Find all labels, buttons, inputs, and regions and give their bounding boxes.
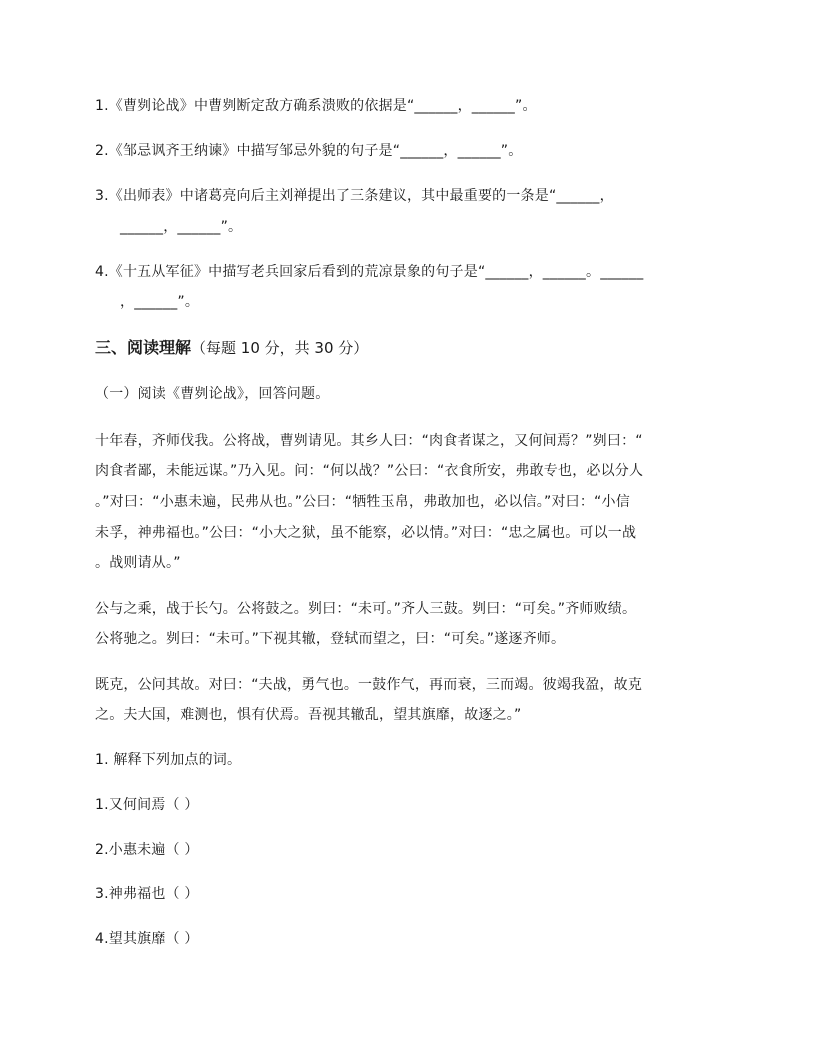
passage-line: 之。夫大国，难测也，惧有伏焉。吾视其辙乱，望其旗靡，故逐之。” — [95, 707, 522, 723]
vocab-item: 3.神弗福也（ ） — [95, 886, 199, 902]
vocab-item: 4.望其旗靡（ ） — [95, 931, 199, 947]
passage-line: 。”对曰：“小惠未遍，民弗从也。”公曰：“牺牲玉帛，弗敢加也，必以信。”对曰：“小信 — [95, 494, 630, 510]
fill-in-question-1: 1.《曹刿论战》中曹刿断定敌方确系溃败的依据是“______，______”。 — [95, 98, 537, 114]
vocab-item: 2.小惠未遍（ ） — [95, 842, 199, 858]
reading-intro: （一）阅读《曹刿论战》，回答问题。 — [95, 386, 330, 402]
section-score-note: （每题 10 分，共 30 分） — [191, 339, 369, 357]
section-title: 三、阅读理解 — [95, 338, 192, 357]
passage-line: 公与之乘，战于长勺。公将鼓之。刿曰：“未可。”齐人三鼓。刿曰：“可矣。”齐师败绩。 — [95, 601, 637, 617]
passage-line: 未孚，神弗福也。”公曰：“小大之狱，虽不能察，必以情。”对曰：“忠之属也。可以一战 — [95, 525, 637, 541]
fill-in-question-4-line-1: 4.《十五从军征》中描写老兵回家后看到的荒凉景象的句子是“______，______。______ — [95, 264, 644, 280]
passage-line: 。战则请从。” — [95, 555, 181, 571]
vocab-item: 1.又何间焉（ ） — [95, 797, 199, 813]
fill-in-question-4-line-2: ，______”。 — [120, 294, 200, 310]
section-heading — [95, 337, 368, 359]
fill-in-question-3-line-2: ______，______”。 — [120, 219, 243, 235]
passage-line: 公将驰之。刿曰：“未可。”下视其辙，登轼而望之，曰：“可矣。”遂逐齐师。 — [95, 631, 566, 647]
fill-in-question-3-line-1: 3.《出师表》中诸葛亮向后主刘禅提出了三条建议，其中最重要的一条是“______， — [95, 188, 614, 204]
passage-line: 既克，公问其故。对曰：“夫战，勇气也。一鼓作气，再而衰，三而竭。彼竭我盈，故克 — [95, 677, 643, 693]
fill-in-question-2: 2.《邹忌讽齐王纳谏》中描写邹忌外貌的句子是“______，______”。 — [95, 143, 523, 159]
question-prompt: 1. 解释下列加点的词。 — [95, 752, 242, 768]
passage-line: 肉食者鄙，未能远谋。”乃入见。问：“何以战？”公曰：“衣食所安，弗敢专也，必以分人 — [95, 463, 644, 479]
passage-line: 十年春，齐师伐我。公将战，曹刿请见。其乡人曰：“肉食者谋之，又何间焉？”刿曰：“ — [95, 433, 643, 449]
